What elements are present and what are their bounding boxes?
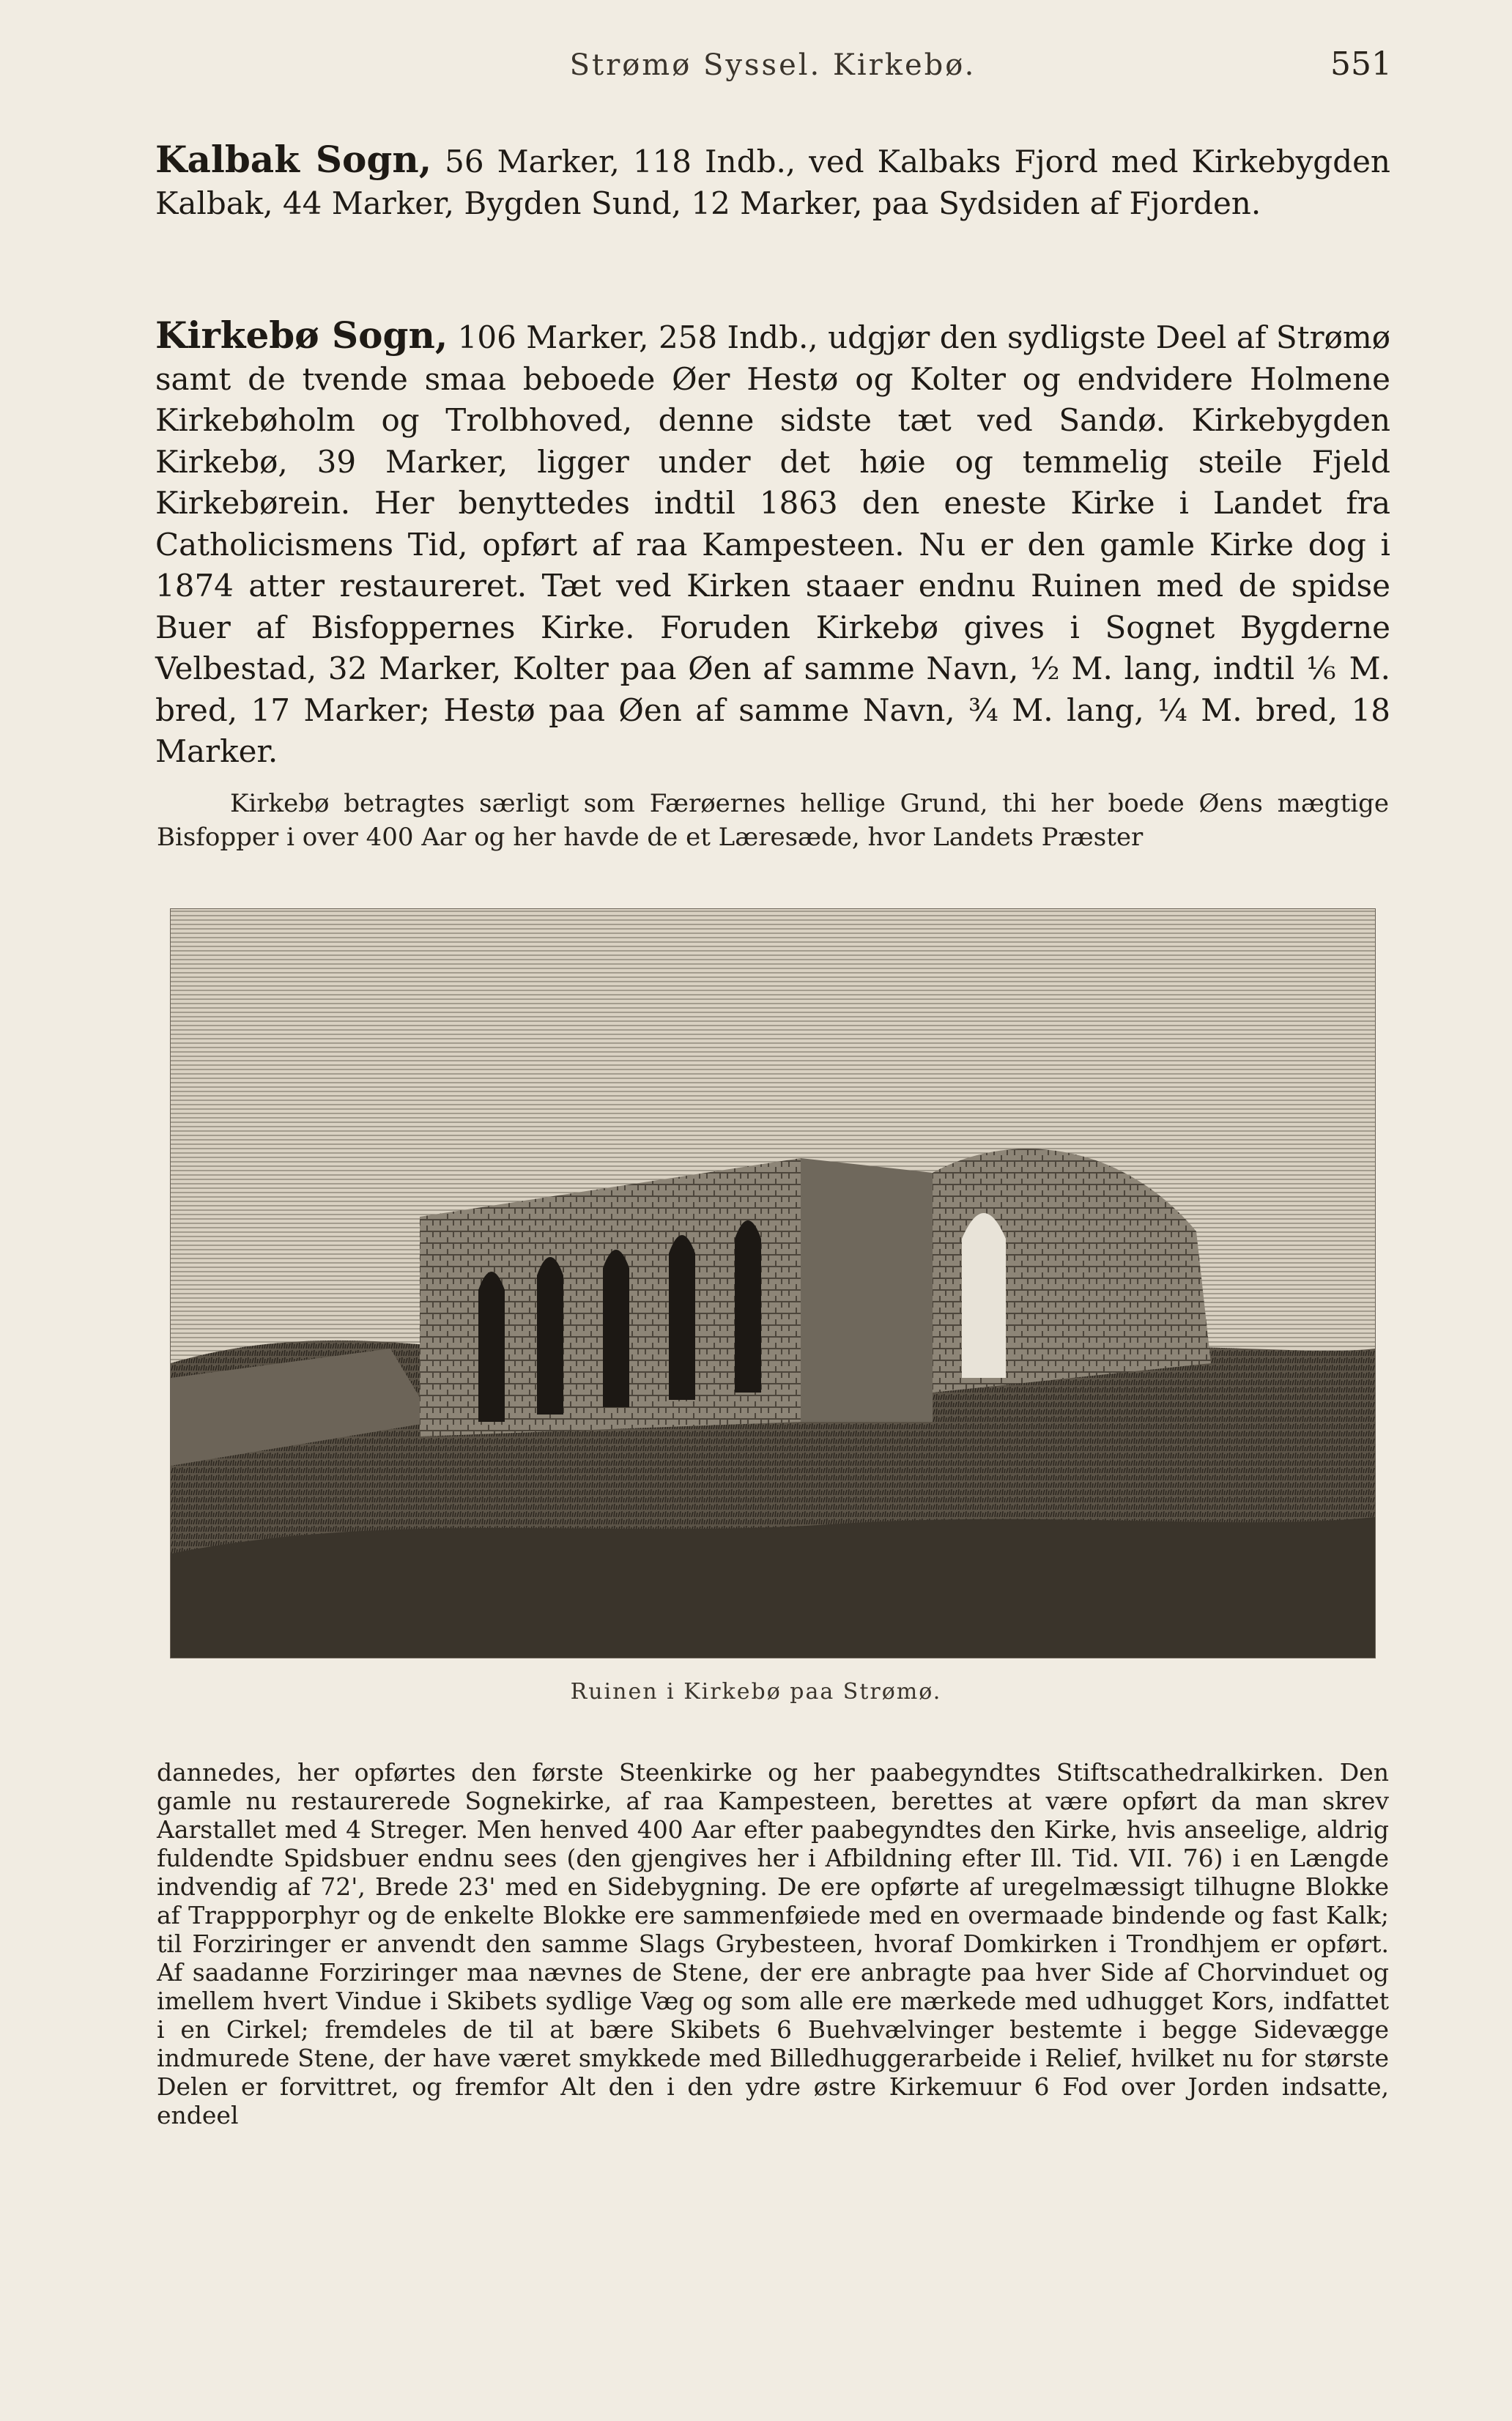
kirkebo-parish-heading: Kirkebø Sogn, bbox=[155, 314, 448, 357]
kalbak-parish-heading: Kalbak Sogn, bbox=[155, 138, 432, 181]
continuation-text: dannedes, her opførtes den første Steenkirke og her paabegyndtes Stiftscathedralkirken. Den gamle nu restaurerede Sognekirke, af raa Kampesteen, berettes at være opført da man skrev Aarstallet med 4 Streger. Men henved 400 Aar efter paabegyndtes den Kirke, hvis anseelige, aldrig fuldendte Spidsbuer endnu sees (den gjengives her i Afbildning efter Ill. Tid. VII. 76) i en Længde indvendig af 72', Brede 23' med en Sidebygning. De ere opførte af uregelmæssigt tilhugne Blokke af Trappporphyr og de enkelte Blokke ere sammenføiede med en overmaade bindende og fast Kalk; til Forziringer er anvendt den samme Slags Grybesteen, hvoraf Domkirken i Trondhjem er opført. Af saadanne Forziringer maa nævnes de Stene, der ere anbragte paa hver Side af Chorvinduet og imellem hvert Vindue i Skibets sydlige Væg og som alle ere mærkede med udhugget Kors, indfattet i en Cirkel; fremdeles de til at bære Skibets 6 Buehvælvinger bestemte i begge Sidevægge indmurede Stene, der have været smykkede med Billedhuggerarbeide i Relief, hvilket nu for største Delen er forvittret, og fremfor Alt den i den ydre østre Kirkemuur 6 Fod over Jorden indsatte, endeel bbox=[157, 1758, 1389, 2129]
kalbak-section bbox=[155, 139, 1390, 224]
kirkebo-note bbox=[157, 787, 1389, 854]
ruin-gable bbox=[801, 1158, 933, 1422]
foreground-grass bbox=[171, 1517, 1375, 1658]
running-head: Strømø Syssel. Kirkebø. bbox=[569, 48, 976, 82]
ruin-engraving bbox=[171, 909, 1375, 1658]
kirkebo-section bbox=[155, 315, 1390, 773]
continuation-section bbox=[157, 1758, 1389, 2129]
figure-caption: Ruinen i Kirkebø paa Strømø. bbox=[570, 1679, 942, 1705]
kirkebo-paragraph bbox=[155, 315, 1390, 773]
ruin-arch-opening bbox=[962, 1213, 1006, 1378]
kirkebo-note-text: Kirkebø betragtes særligt som Færøernes hellige Grund, thi her boede Øens mægtige Bisfopper i over 400 Aar og her havde de et Læresæde, hvor Landets Præster bbox=[157, 789, 1389, 852]
page-number: 551 bbox=[1330, 45, 1392, 83]
kalbak-paragraph bbox=[155, 139, 1390, 224]
kalbak-text: 56 Marker, 118 Indb., ved Kalbaks Fjord med Kirkebygden Kalbak, 44 Marker, Bygden Sund, 12 Marker, paa Sydsiden af Fjorden. bbox=[155, 144, 1390, 221]
page-header bbox=[154, 45, 1392, 92]
ruin-illustration bbox=[170, 908, 1376, 1658]
kirkebo-text: 106 Marker, 258 Indb., udgjør den sydligste Deel af Strømø samt de tvende smaa beboede Øer Hestø og Kolter og endvidere Holmene Kirkebøholm og Trolbhoved, denne sidste tæt ved Sandø. Kirkebygden Kirkebø, 39 Marker, ligger under det høie og temmelig steile Fjeld Kirkebørein. Her benyttedes indtil 1863 den eneste Kirke i Landet fra Catholicismens Tid, opført af raa Kampesteen. Nu er den gamle Kirke dog i 1874 atter restaureret. Tæt ved Kirken staaer endnu Ruinen med de spidse Buer af Bisfoppernes Kirke. Foruden Kirkebø gives i Sognet Bygderne Velbestad, 32 Marker, Kolter paa Øen af samme Navn, ½ M. lang, indtil ⅙ M. bred, 17 Marker; Hestø paa Øen af samme Navn, ¾ M. lang, ¼ M. bred, 18 Marker. bbox=[155, 319, 1390, 769]
